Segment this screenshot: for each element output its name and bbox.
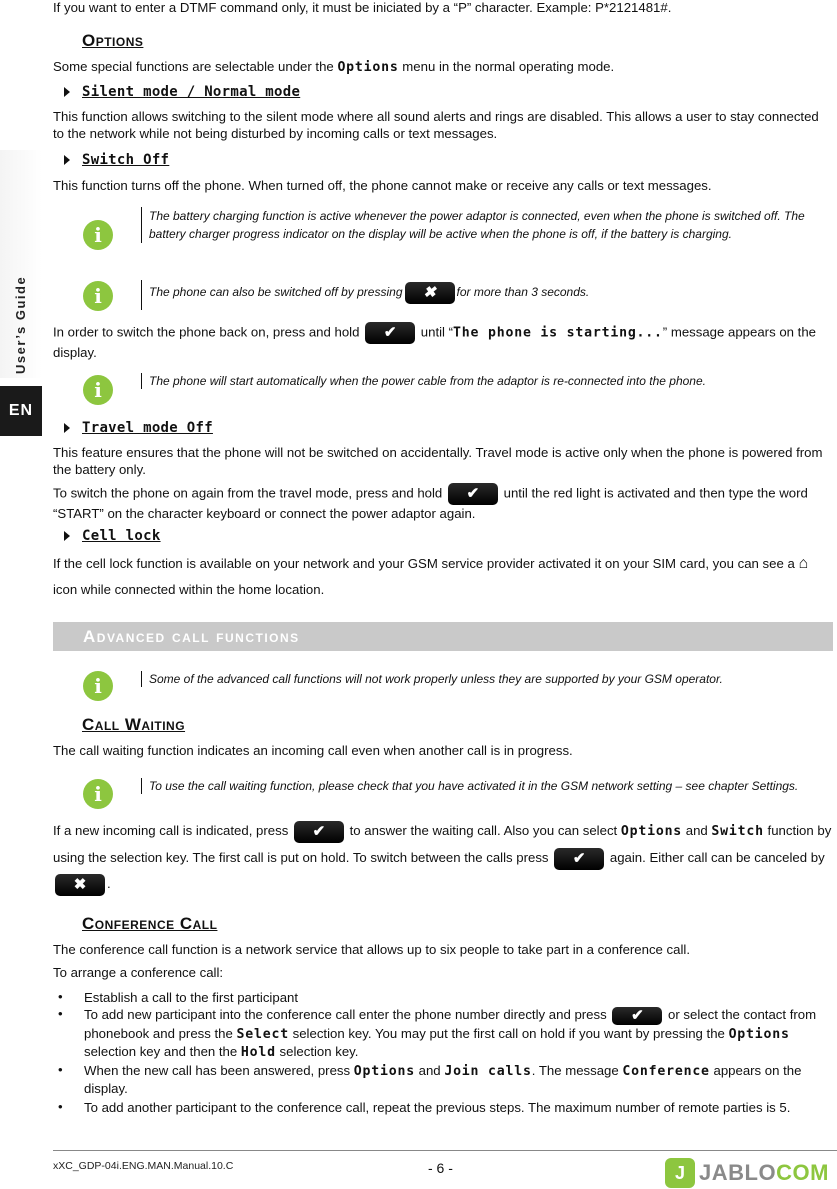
note-gsm-support: Some of the advanced call functions will not work properly unless they are supported by your GSM operator.	[141, 671, 829, 687]
options-intro: Some special functions are selectable under the Options menu in the normal operating mode.	[53, 59, 615, 75]
conference-step-1: Establish a call to the first participant	[84, 990, 299, 1005]
info-icon: i	[83, 281, 113, 311]
bullet-icon: •	[58, 1099, 63, 1114]
jablocom-logo-icon: J	[665, 1158, 695, 1188]
switch-on-text: In order to switch the phone back on, press and hold ✔ until “The phone is starting...” message appears on the display.	[53, 324, 816, 360]
bullet-icon: •	[58, 1006, 63, 1021]
note-call-waiting: To use the call waiting function, please check that you have activated it in the GSM network setting – see chapter Settings.	[141, 778, 829, 794]
cross-key-icon: ✖	[405, 282, 455, 304]
travel-mode-label: Travel mode Off	[82, 420, 213, 436]
document-id: xXC_GDP-04i.ENG.MAN.Manual.10.C	[53, 1160, 234, 1172]
travel-mode-switch-text: To switch the phone on again from the travel mode, press and hold ✔ until the red light is activated and then type the word “START” on the character keyboard or connect the power adaptor again.	[53, 485, 808, 521]
conference-call-arrange: To arrange a conference call:	[53, 965, 224, 980]
note-switch-off: The phone can also be switched off by pressing ✖ for more than 3 seconds.	[141, 280, 829, 310]
check-key-icon: ✔	[612, 1007, 662, 1025]
note-battery: The battery charging function is active whenever the power adaptor is connected, even when the phone is switched off. The battery charger progress indicator on the display will be active when the phone is off, if the battery is charging.	[141, 207, 829, 243]
triangle-bullet-icon	[64, 155, 70, 165]
call-waiting-instructions: If a new incoming call is indicated, press ✔ to answer the waiting call. Also you can select Options and Switch function by using the selection key. The first call is put on hold. To switch between the calls press ✔ again. Either call can be canceled by ✖ .	[53, 818, 833, 897]
footer-divider	[53, 1150, 837, 1151]
language-badge: EN	[0, 386, 42, 436]
bullet-icon: •	[58, 989, 63, 1004]
cell-lock-item	[64, 528, 161, 544]
note-auto-start: The phone will start automatically when the power cable from the adaptor is re-connected into the phone.	[141, 373, 829, 389]
info-icon: i	[83, 375, 113, 405]
switch-off-label: Switch Off	[82, 152, 170, 168]
bullet-icon: •	[58, 1062, 63, 1077]
triangle-bullet-icon	[64, 423, 70, 433]
check-key-icon: ✔	[294, 821, 344, 843]
silent-mode-label: Silent mode / Normal mode	[82, 84, 301, 100]
travel-mode-item	[64, 420, 213, 436]
triangle-bullet-icon	[64, 531, 70, 541]
users-guide-label: User’s Guide	[13, 275, 28, 374]
options-heading: Options	[82, 31, 144, 50]
check-key-icon: ✔	[554, 848, 604, 870]
triangle-bullet-icon	[64, 87, 70, 97]
silent-mode-item	[64, 84, 300, 100]
switch-off-text: This function turns off the phone. When turned off, the phone cannot make or receive any calls or text messages.	[53, 178, 712, 193]
conference-step-2: To add new participant into the conference call enter the phone number directly and press ✔ or select the contact from phonebook and press the Select selection key. You may put the first call on hold if you want by pressing the Options selection key and then the Hold selection key.	[84, 1006, 817, 1060]
call-waiting-text: The call waiting function indicates an incoming call even when another call is in progress.	[53, 743, 573, 758]
cell-lock-label: Cell lock	[82, 528, 161, 544]
check-key-icon: ✔	[365, 322, 415, 344]
page-number: - 6 -	[428, 1160, 453, 1176]
advanced-call-functions-heading: Advanced call functions	[83, 627, 300, 646]
travel-mode-text: This feature ensures that the phone will not be switched on accidentally. Travel mode is active only when the phone is powered from the battery only.	[53, 445, 823, 477]
check-key-icon: ✔	[448, 483, 498, 505]
conference-call-heading: Conference Call	[82, 914, 218, 933]
cell-lock-text: If the cell lock function is available on your network and your GSM service provider activated it on your SIM card, you can see a ⌂ icon while connected within the home location.	[53, 555, 809, 597]
jablocom-logo: J JABLO COM	[665, 1158, 829, 1188]
dtmf-intro: If you want to enter a DTMF command only, it must be iniciated by a “P” character. Example: P*2121481#.	[53, 0, 672, 15]
switch-off-item	[64, 152, 169, 168]
conference-step-3: When the new call has been answered, press Options and Join calls. The message Conference appears on the display.	[84, 1063, 802, 1096]
info-icon: i	[83, 671, 113, 701]
conference-call-text: The conference call function is a network service that allows up to six people to take part in a conference call.	[53, 942, 691, 957]
cell-lock-icon: ⌂	[798, 555, 809, 572]
silent-mode-text: This function allows switching to the silent mode where all sound alerts and rings are disabled. This allows a user to stay connected to the network while not being disturbed by incoming calls or text messages.	[53, 109, 819, 141]
advanced-call-functions-bar	[53, 622, 833, 651]
cross-key-icon: ✖	[55, 874, 105, 896]
info-icon: i	[83, 220, 113, 250]
call-waiting-heading: Call Waiting	[82, 715, 186, 734]
info-icon: i	[83, 779, 113, 809]
conference-step-4: To add another participant to the conference call, repeat the previous steps. The maximum number of remote parties is 5.	[84, 1100, 791, 1115]
